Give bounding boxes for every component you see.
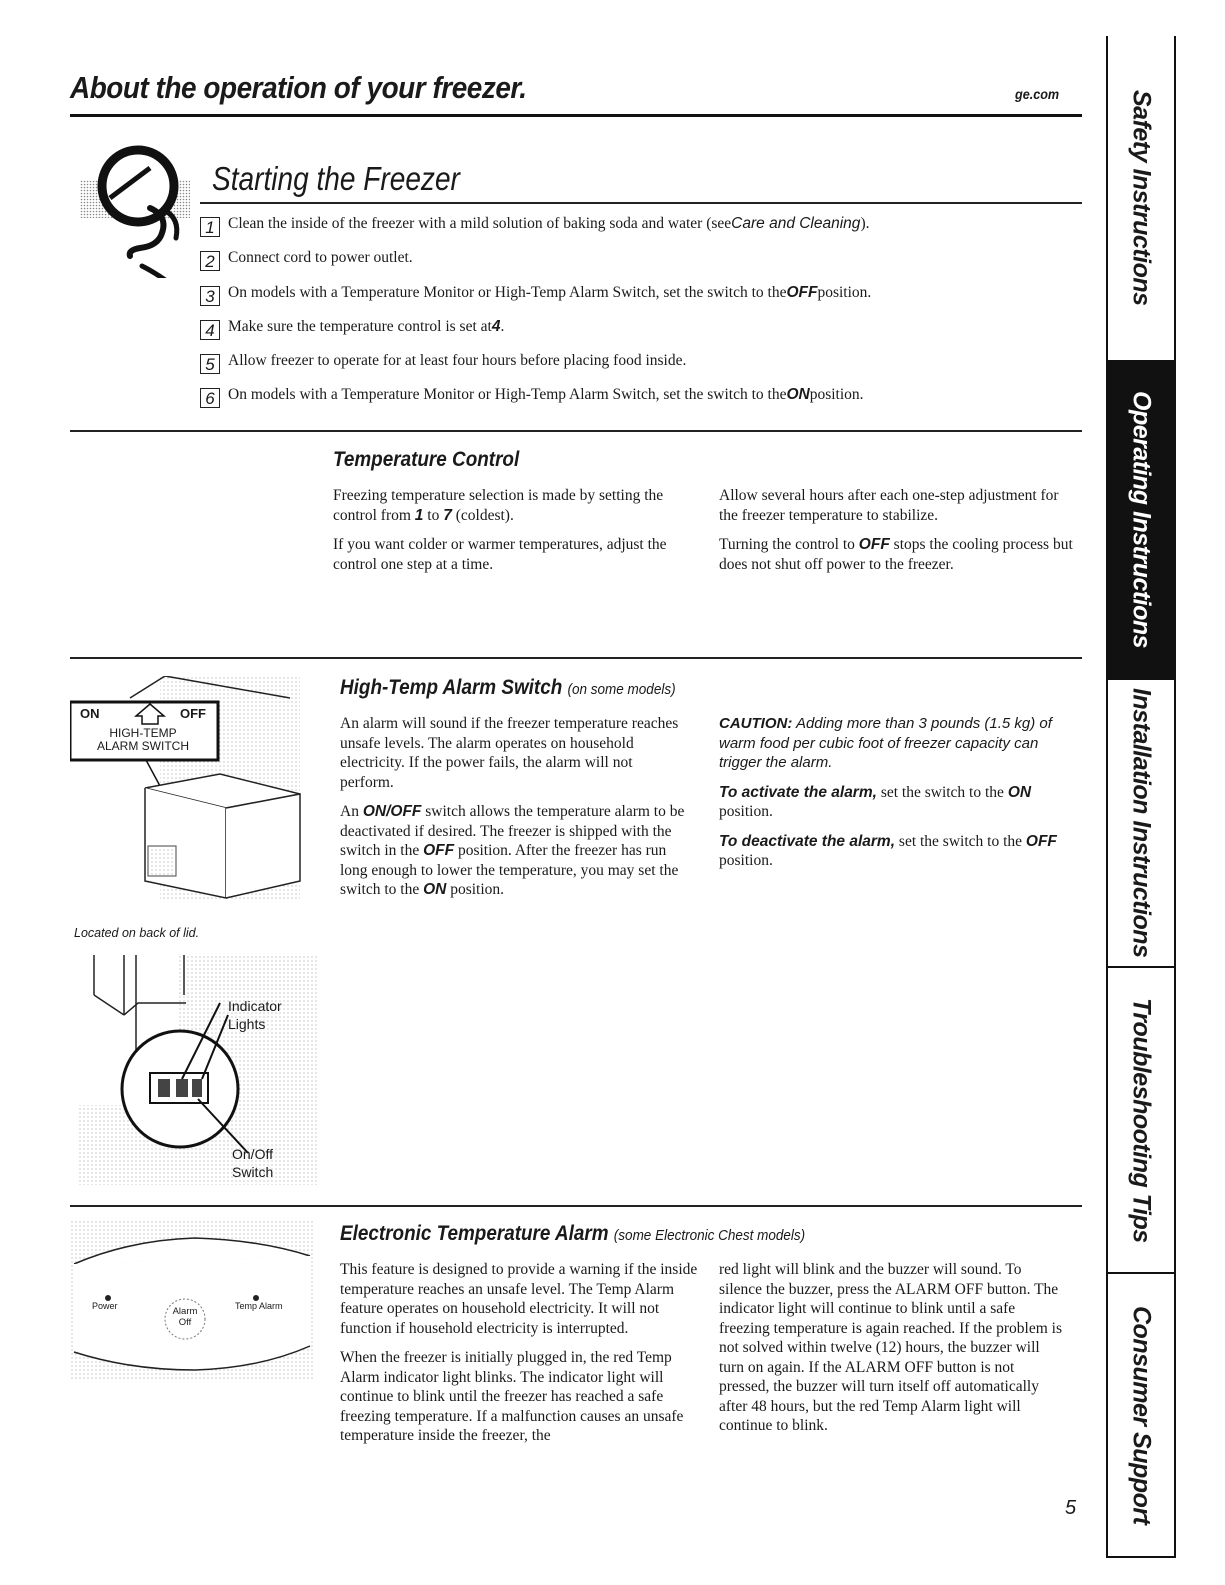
tab-operating-instructions[interactable]: Operating Instructions bbox=[1108, 362, 1174, 680]
section-rule-3 bbox=[70, 1205, 1082, 1207]
step-4: 4 Make sure the temperature control is set at 4 . bbox=[200, 317, 504, 337]
figure-caption: Located on back of lid. bbox=[74, 926, 200, 940]
fig-off-label: OFF bbox=[180, 706, 206, 721]
temp-control-heading: Temperature Control bbox=[333, 448, 520, 471]
electronic-alarm-col1: This feature is designed to provide a warning if the inside temperature reaches an unsafe level. The Temp Alarm feature operates on household electricity. It will not function if household electricity is interrupted. When the freezer is initially plugged in, the red Temp Alarm indicator light blinks. The indicator light will continue to blink until the freezer has reached a safe freezing temperature. If a malfunction causes an unsafe temperature inside the freezer, the bbox=[340, 1261, 698, 1444]
electronic-alarm-heading: Electronic Temperature Alarm (some Electronic Chest models) bbox=[340, 1222, 806, 1245]
section-rule-2 bbox=[70, 657, 1082, 659]
indicator-figure bbox=[78, 955, 318, 1187]
header-rule bbox=[70, 114, 1082, 117]
tab-troubleshooting-tips[interactable]: Troubleshooting Tips bbox=[1108, 968, 1174, 1274]
panel-temp-alarm-label: Temp Alarm bbox=[235, 1301, 283, 1311]
tab-consumer-support[interactable]: Consumer Support bbox=[1127, 1305, 1156, 1525]
alarm-switch-col1: An alarm will sound if the freezer temperature reaches unsafe levels. The alarm operates on household electricity. If the power fails, the alarm will not perform. An ON/OFF switch allows the temperature alarm to be deactivated if desired. The freezer is shipped with the switch in the OFF position. After the freezer has run long enough to lower the temperature, you may set the switch to the ON position. bbox=[340, 715, 685, 898]
step-3: 3 On models with a Temperature Monitor or High-Temp Alarm Switch, set the switch to the OFF position. bbox=[200, 283, 871, 303]
tab-safety-instructions[interactable]: Safety Instructions bbox=[1108, 36, 1174, 362]
hand-dial-icon bbox=[80, 138, 200, 278]
control-panel-figure bbox=[70, 1220, 315, 1380]
site-url: ge.com bbox=[1015, 86, 1060, 102]
fig-on-label: ON bbox=[80, 706, 100, 721]
electronic-alarm-col2: red light will blink and the buzzer will sound. To silence the buzzer, press the ALARM OFF button. The indicator light will continue to blink until a safe freezing temperature is again reached. If the problem is not solved within twelve (12) hours, the buzzer will turn on again. If the ALARM OFF button is not pressed, the buzzer will turn itself off automatically after 48 hours, but the red Temp Alarm light will continue to blink. bbox=[719, 1261, 1062, 1434]
alarm-switch-heading: High-Temp Alarm Switch (on some models) bbox=[340, 676, 676, 699]
fig-switch-label: HIGH-TEMP ALARM SWITCH bbox=[96, 726, 189, 753]
temp-control-col2: Allow several hours after each one-step adjustment for the freezer temperature to stabilize. Turning the control to OFF stops the cooling process but does not shut off power to the freezer. bbox=[719, 487, 1073, 573]
step-1: 1 Clean the inside of the freezer with a mild solution of baking soda and water (see Care and Cleaning ). bbox=[200, 214, 869, 234]
page-number: 5 bbox=[1065, 1497, 1077, 1519]
section-rule-1 bbox=[70, 430, 1082, 432]
onoff-switch-label: On/Off Switch bbox=[232, 1146, 274, 1180]
page-title: About the operation of your freezer. bbox=[70, 70, 527, 105]
panel-power-label: Power bbox=[92, 1301, 118, 1311]
temp-control-col1: Freezing temperature selection is made by setting the control from 1 to 7 (coldest). If you want colder or warmer temperatures, adjust the control one step at a time. bbox=[333, 487, 667, 573]
side-tabs bbox=[1106, 36, 1176, 1558]
indicator-lights-label: Indicator Lights bbox=[228, 998, 282, 1032]
step-5: 5 Allow freezer to operate for at least four hours before placing food inside. bbox=[200, 351, 686, 371]
tab-installation-instructions[interactable]: Installation Instructions bbox=[1108, 680, 1174, 968]
starting-heading: Starting the Freezer bbox=[212, 160, 460, 197]
alarm-off-button: Alarm Off bbox=[172, 1306, 198, 1328]
alarm-switch-col2: CAUTION: Adding more than 3 pounds (1.5 kg) of warm food per cubic foot of freezer capacity can trigger the alarm. To activate the alarm, set the switch to the ON position. To deactivate the alarm, set the switch to the OFF position. bbox=[719, 715, 1057, 869]
starting-rule bbox=[200, 202, 1082, 204]
step-6: 6 On models with a Temperature Monitor or High-Temp Alarm Switch, set the switch to the ON position. bbox=[200, 385, 864, 405]
step-2: 2 Connect cord to power outlet. bbox=[200, 248, 413, 268]
